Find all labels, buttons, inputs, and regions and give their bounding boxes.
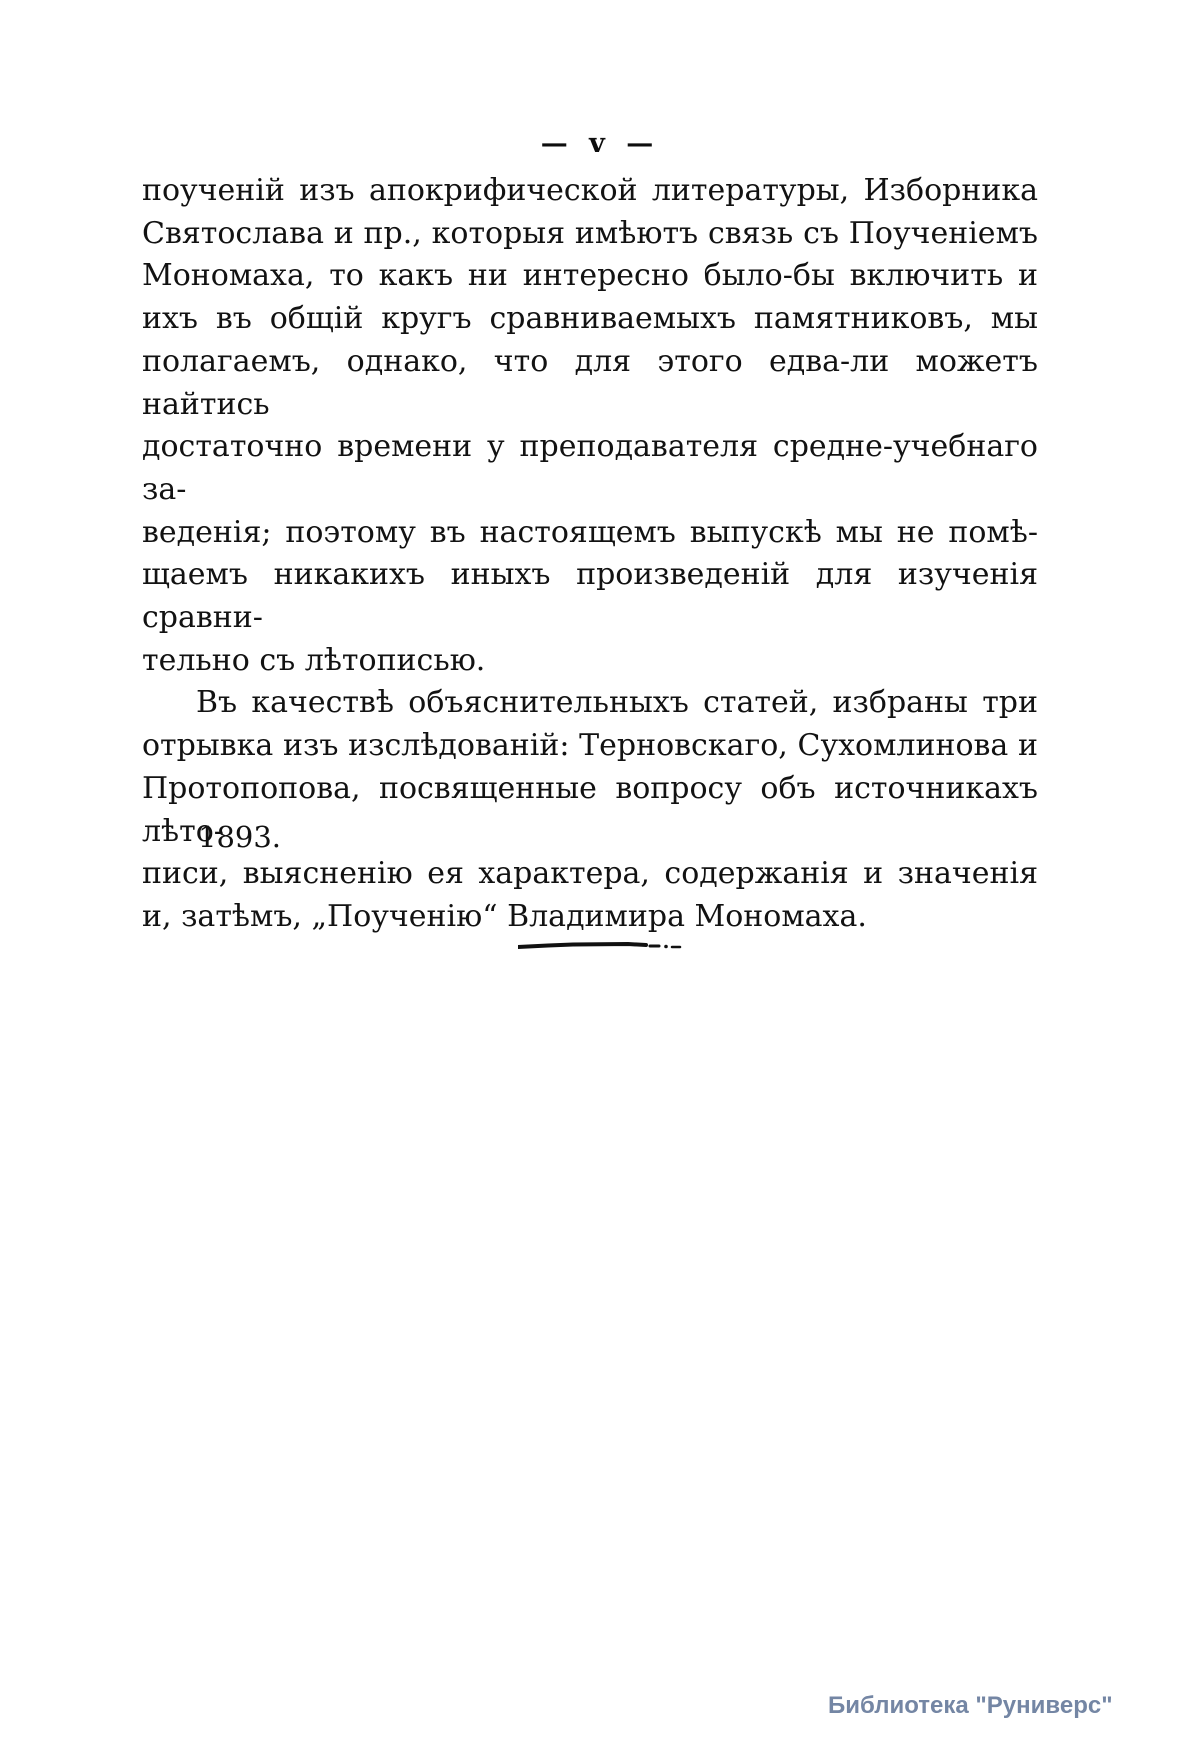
text-line: поученій изъ апокрифической литературы, Изборника	[142, 173, 1038, 208]
text-line: веденія; поэтому въ настоящемъ выпускѣ мы не помѣ-	[142, 514, 1038, 550]
text-line: отрывка изъ изслѣдованій: Терновскаго, Сухомлинова и	[142, 728, 1038, 764]
text-line: тельно съ лѣтописью.	[142, 642, 486, 678]
section-divider-rule	[518, 936, 683, 948]
text-line: Святослава и пр., которыя имѣютъ связь съ Поученіемъ	[142, 215, 1038, 251]
text-line: полагаемъ, однако, что для этого едва-ли можетъ найтись	[142, 343, 1038, 422]
text-line: ихъ въ общій кругъ сравниваемыхъ памятниковъ, мы	[142, 301, 1038, 337]
library-watermark: Библиотека "Руниверс"	[828, 1692, 1113, 1719]
page-number: — v —	[540, 128, 660, 159]
text-line: Въ качествѣ объяснительныхъ статей, избраны три	[196, 685, 1038, 721]
text-line: и, затѣмъ, „Поученію“ Владимира Мономаха.	[142, 898, 867, 934]
paragraph	[142, 682, 1038, 938]
text-line: щаемъ никакихъ иныхъ произведеній для изученія сравни-	[142, 557, 1038, 636]
text-line: Мономаха, то какъ ни интересно было-бы включить и	[142, 258, 1038, 294]
text-line: достаточно времени у преподавателя средне-учебнаго за-	[142, 429, 1038, 507]
divider-line	[518, 939, 683, 951]
paragraph	[142, 170, 1038, 682]
year-label: 1893.	[198, 820, 282, 854]
text-line: писи, выясненію ея характера, содержанія и значенія	[142, 856, 1038, 892]
text-line: Протопопова, посвященные вопросу объ источникахъ лѣто-	[142, 770, 1038, 849]
